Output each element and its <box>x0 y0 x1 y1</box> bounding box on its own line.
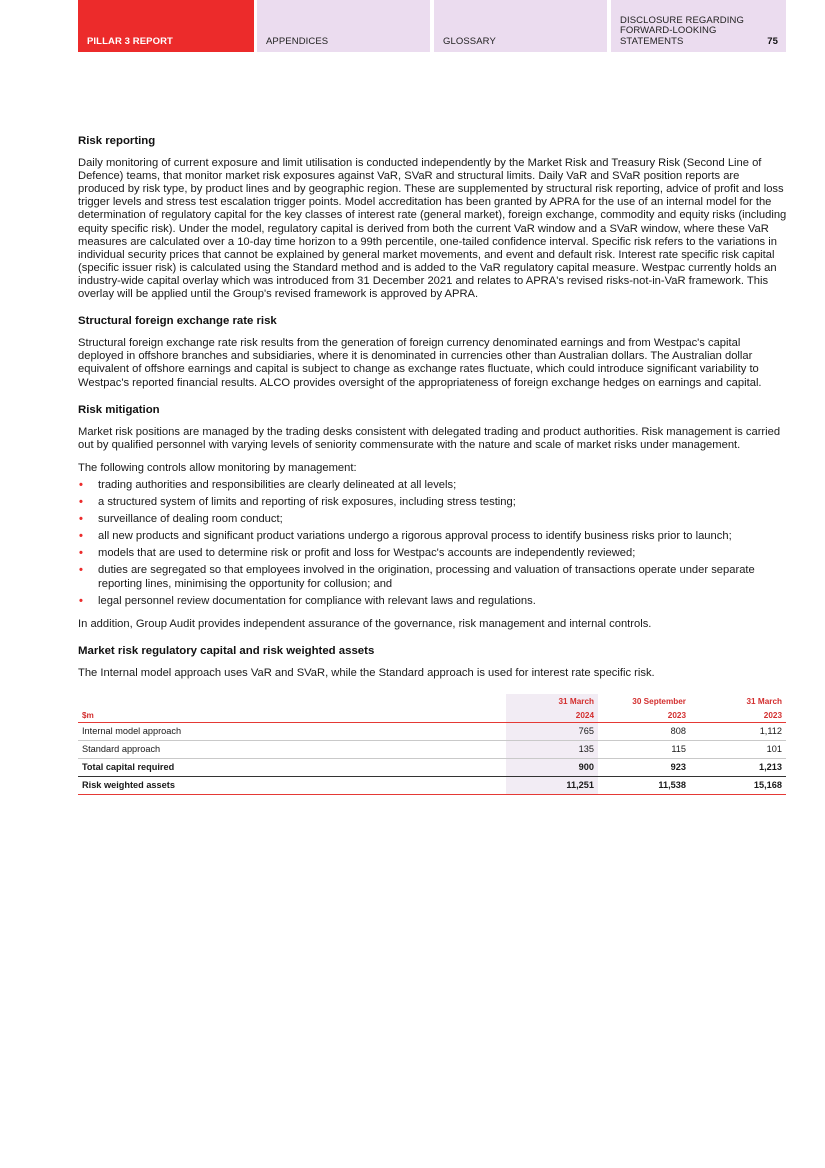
paragraph: Market risk positions are managed by the trading desks consistent with delegated trading and product authorities. Risk management is carried out by qualified personnel with varying levels of seniority commensurate with the nature and scale of market risks under management. <box>78 425 781 451</box>
tab-disclosure[interactable] <box>611 0 786 52</box>
paragraph: Daily monitoring of current exposure and limit utilisation is conducted independently by the Market Risk and Treasury Risk (Second Line of Defence) teams, that monitor market risk exposures against VaR, SVaR and structural limits. Daily VaR and SVaR position reports are produced by risk type, by product lines and by geographic region. These are supplemented by structural risk reporting, advice of profit and loss trigger levels and stress test escalation trigger points. Model accreditation has been granted by APRA for the use of an internal model for the determination of regulatory capital for the key classes of interest rate (general market), foreign exchange, commodity and equity risks (including equity specific risk). Under the model, regulatory capital is derived from both the current VaR window and a SVaR window, where these VaR measures are calculated over a 10-day time horizon to a 99th percentile, one-tailed confidence interval. Specific risk refers to the variations in individual security prices that cannot be explained by general market movements, and event and default risk. Interest rate specific risk capital (specific issuer risk) is calculated using the Standard method and is added to the VaR regulatory capital measure. Westpac currently holds an industry-wide capital overlay which was introduced from 31 December 2021 and relates to APRA's revised risks-not-in-VaR framework. This overlay will be applied until the Group's revised framework is approved by APRA. <box>78 157 787 301</box>
bullet-icon: • <box>79 594 83 607</box>
tab-appendices[interactable] <box>257 0 430 52</box>
unit-label: $m <box>78 708 506 723</box>
list-item: • duties are segregated so that employees involved in the origination, processing and valuation of transactions operate under separate reporting lines, minimising the opportunity for collusion; and <box>79 564 755 590</box>
tab-pillar-3-report[interactable] <box>78 0 254 52</box>
tab-label: DISCLOSURE REGARDING FORWARD-LOOKING STATEMENTS <box>620 14 744 47</box>
list-item: • models that are used to determine risk or profit and loss for Westpac's accounts are independently reviewed; <box>79 547 636 560</box>
table-header-row <box>78 708 786 723</box>
table-row: Internal model approach 765 808 1,112 <box>78 723 786 741</box>
section-heading: Risk reporting <box>78 135 156 147</box>
list-item: • trading authorities and responsibilities are clearly delineated at all levels; <box>79 478 457 491</box>
section-heading: Market risk regulatory capital and risk weighted assets <box>78 644 375 657</box>
main-content <box>78 135 788 809</box>
page-number: 75 <box>767 36 778 47</box>
column-header: 2023 <box>690 708 786 723</box>
tab-label: PILLAR 3 REPORT <box>87 36 173 47</box>
column-header: 30 September <box>632 696 686 706</box>
list-item: • surveillance of dealing room conduct; <box>79 513 283 526</box>
bullet-icon: • <box>79 547 83 560</box>
table-row-total: Total capital required 900 923 1,213 <box>78 759 786 777</box>
section-structural-fx <box>78 315 788 389</box>
bullet-icon: • <box>79 530 83 543</box>
list-item: • all new products and significant product variations undergo a rigorous approval process to identify business risks prior to launch; <box>79 530 732 543</box>
list-item: • a structured system of limits and reporting of risk exposures, including stress testing; <box>79 496 516 509</box>
section-risk-mitigation <box>78 404 788 631</box>
paragraph: Structural foreign exchange rate risk results from the generation of foreign currency denominated earnings and from Westpac's capital deployed in offshore branches and subsidiaries, where it is denominated in currencies other than Australian dollars. The Australian dollar equivalent of offshore earnings and capital is subject to change as exchange rates fluctuate, which could introduce significant variability to Westpac's reported financial results. ALCO provides oversight of the appropriateness of foreign exchange hedges on earnings and capital. <box>78 337 762 389</box>
header-tabs <box>78 0 786 52</box>
section-heading: Structural foreign exchange rate risk <box>78 315 277 328</box>
bullet-icon: • <box>79 564 83 577</box>
column-header: 31 March <box>746 696 782 706</box>
table-header-row <box>78 694 786 708</box>
paragraph: The Internal model approach uses VaR and SVaR, while the Standard approach is used for interest rate specific risk. <box>78 666 655 679</box>
bullet-icon: • <box>79 513 83 526</box>
capital-table <box>78 694 786 795</box>
bullet-icon: • <box>79 478 83 491</box>
section-heading: Risk mitigation <box>78 403 160 416</box>
paragraph: In addition, Group Audit provides independent assurance of the governance, risk management and internal controls. <box>78 617 652 630</box>
column-header: 2023 <box>598 708 690 723</box>
controls-list <box>78 479 788 608</box>
section-capital <box>78 645 788 795</box>
tab-label: APPENDICES <box>266 36 329 47</box>
tab-label: GLOSSARY <box>443 36 496 47</box>
column-header: 31 March <box>506 694 598 708</box>
section-risk-reporting <box>78 135 788 301</box>
table-row-rwa: Risk weighted assets 11,251 11,538 15,168 <box>78 777 786 795</box>
list-item: • legal personnel review documentation for compliance with relevant laws and regulations. <box>79 594 536 607</box>
tab-glossary[interactable] <box>434 0 607 52</box>
table-row: Standard approach 135 115 101 <box>78 741 786 759</box>
column-header: 2024 <box>506 708 598 723</box>
bullet-icon: • <box>79 496 83 509</box>
list-intro: The following controls allow monitoring by management: <box>78 461 357 474</box>
